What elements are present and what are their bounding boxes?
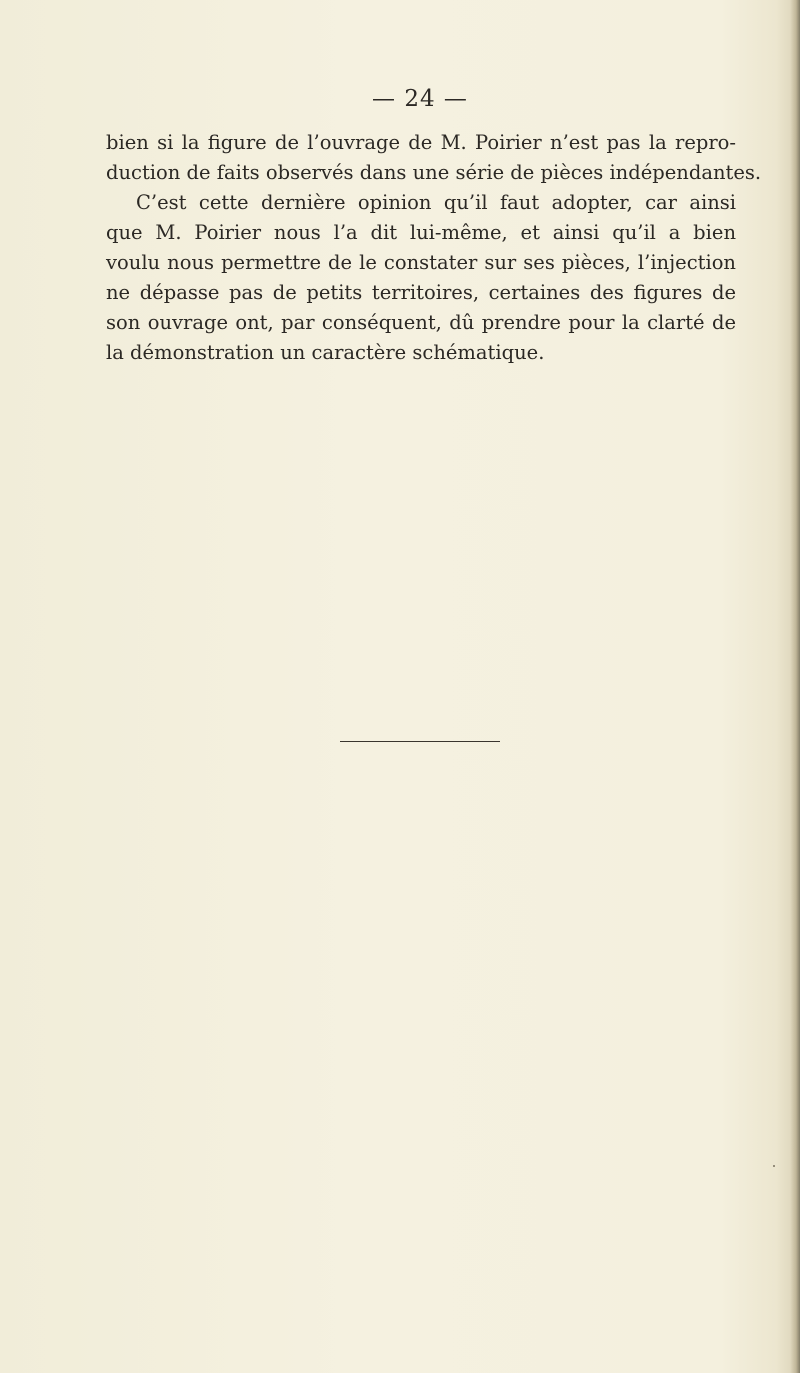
paragraph-line: ne dépasse pas de petits territoires, certaines des figures de xyxy=(106,281,736,304)
paper-speck xyxy=(773,1165,775,1167)
paragraph-line: voulu nous permettre de le constater sur ses pièces, l’injection xyxy=(106,251,736,274)
section-divider-rule xyxy=(340,741,500,742)
paragraph-line: duction de faits observés dans une série de pièces indépendantes. xyxy=(106,161,762,184)
paragraph-line: son ouvrage ont, par conséquent, dû prendre pour la clarté de xyxy=(106,311,736,334)
body-paragraph xyxy=(106,128,762,368)
paragraph-line: C’est cette dernière opinion qu’il faut adopter, car ainsi xyxy=(136,191,736,214)
page-edge-shadow xyxy=(790,0,800,1373)
page-number: — 24 — xyxy=(372,86,468,112)
paragraph-line: que M. Poirier nous l’a dit lui-même, et ainsi qu’il a bien xyxy=(106,221,736,244)
paragraph-line: la démonstration un caractère schématique. xyxy=(106,341,545,364)
paragraph-line: bien si la figure de l’ouvrage de M. Poirier n’est pas la repro- xyxy=(106,131,736,154)
